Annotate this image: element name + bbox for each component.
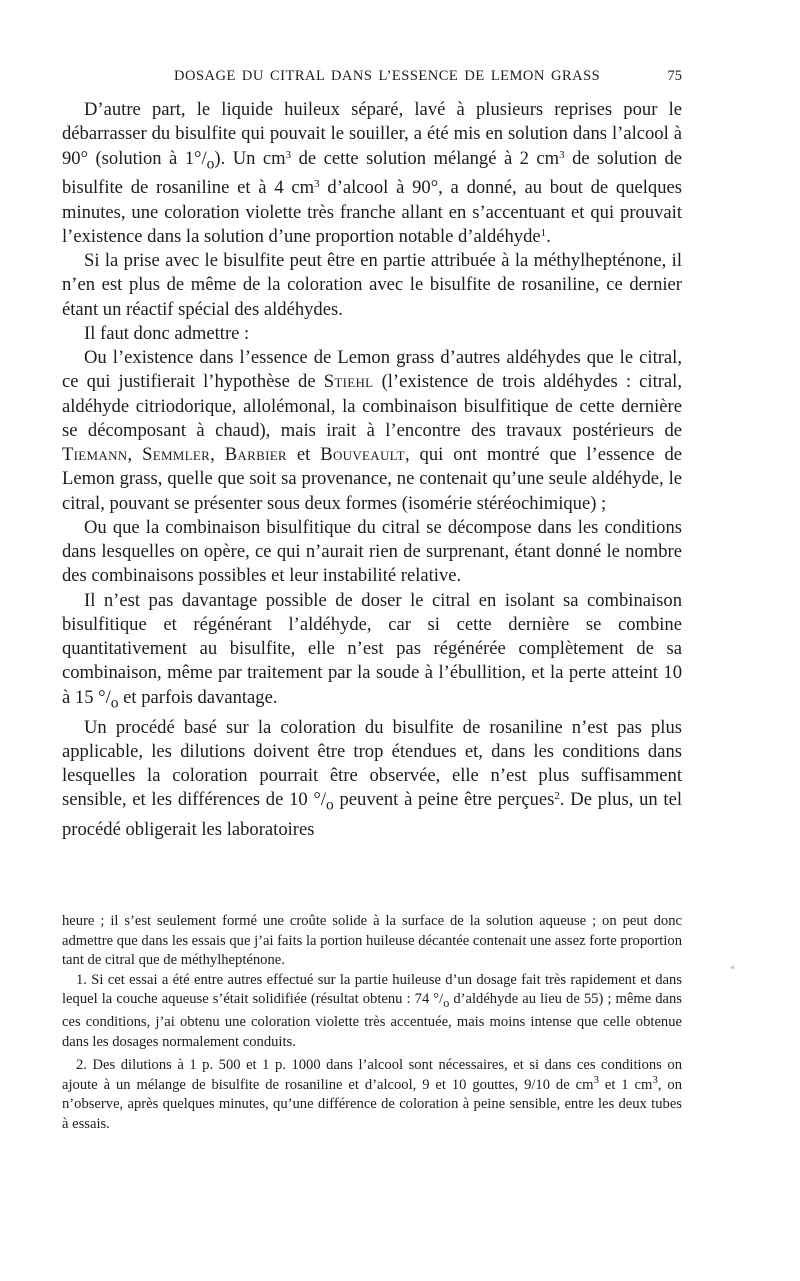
author-tiemann: Tiemann	[62, 444, 128, 466]
running-head	[62, 68, 682, 90]
author-stiehl: Stiehl	[323, 371, 374, 393]
paragraph-5: Ou que la combinaison bisulfitique du citral se décompose dans les conditions dans lesquelles on opère, ce qui n’aurait rien de surprenant, étant donné le nombre des combinaisons possibles et leur instabilité relative.	[62, 516, 682, 587]
author-barbier: Barbier	[224, 444, 287, 466]
paragraph-6: Il n’est pas davantage possible de doser le citral en isolant sa combinaison bisulfitique et régénérant l’aldéhyde, car si cette dernière se combine quantitativement au bisulfite, elle n’est pas régénérée complètement de sa combinaison, même par traitement par la soude à l’ébullition, et la perte atteint 10 à 15 $^\circ/_o$ et parfois davantage.	[62, 589, 682, 712]
page-number: 75	[667, 68, 682, 84]
margin-mark: «	[730, 962, 735, 973]
paragraph-4: Ou l’existence dans l’essence de Lemon grass d’autres aldéhydes que le citral, ce qui justifierait l’hypothèse de Stiehl (l’existence de trois aldéhydes : citral, aldéhyde citriodorique, allolémonal, la combinaison bisulfitique de cette dernière se décomposant à chaud), mais irait à l’encontre des travaux postérieurs de Tiemann, Semmler, Barbier et Bouveault, qui ont montré que l’essence de Lemon grass, quelle que soit sa provenance, ne contenait qu’une seule aldéhyde, le citral, pouvant se présenter sous deux formes (isomérie stéréochimique) ;	[62, 347, 683, 514]
paragraph-7: Un procédé basé sur la coloration du bisulfite de rosaniline n’est pas plus applicable, les dilutions doivent être trop étendues et, dans les conditions dans lesquelles la coloration pourrait être observée, elle n’est plus suffisamment sensible, et les différences de 10 $^\circ/_o$ peuvent à peine être perçues$^2$. De plus, un tel procédé obligerait les laboratoires	[62, 716, 682, 841]
footnote-continued: heure ; il s’est seulement formé une croûte solide à la surface de la solution aqueuse ; on peut donc admettre que dans les essais que j’ai faits la portion huileuse décantée contenait une assez forte proportion tant de citral que de méthylhepténone.	[62, 913, 683, 968]
paragraph-1: D’autre part, le liquide huileux séparé, lavé à plusieurs reprises pour le débarrasser du bisulfite qui pouvait le souiller, a été mis en solution dans l’alcool à 90° (solution à $1^\circ/_o$). Un $cm^3$ de cette solution mélangé à 2 $cm^3$ de solution de bisulfite de rosaniline et à 4 $cm^3$ d’alcool à 90°, a donné, au bout de quelques minutes, une coloration violette très franche allant en s’accentuant et qui prouvait l’existence dans la solution d’une proportion notable d’aldéhyde$^1$.	[62, 99, 683, 247]
footnote-2: 2. Des dilutions à 1 p. 500 et 1 p. 1000 dans l’alcool sont nécessaires, et si dans ces conditions on ajoute à un mélange de bisulfite de rosaniline et d’alcool, 9 et 10 gouttes, 9/10 de $cm^3$ et 1 $cm^3$, on n’observe, après quelques minutes, qu’une différence de coloration à peine sensible, entre les deux tubes à essais.	[62, 1057, 683, 1132]
author-semmler: Semmler	[142, 444, 211, 466]
footnotes	[62, 912, 682, 1134]
main-text	[62, 98, 682, 843]
author-bouveault: Bouveault	[320, 444, 405, 466]
paragraph-2: Si la prise avec le bisulfite peut être en partie attribuée à la méthylhepténone, il n’en est plus de même de la coloration avec le bisulfite de rosaniline, ce dernier étant un réactif spécial des aldéhydes.	[62, 250, 682, 320]
paragraph-3: Il faut donc admettre :	[84, 322, 250, 344]
book-page	[62, 0, 735, 1281]
footnote-1: 1. Si cet essai a été entre autres effectué sur la partie huileuse d’un dosage fait très rapidement et dans lequel la couche aqueuse s’était solidifiée (résultat obtenu : 74 $^\circ/_o$ d’aldéhyde au lieu de 55) ; même dans ces conditions, j’ai obtenu une coloration violette très accentuée, mais moins intense que celle obtenue dans les dosages normalement conduits.	[62, 971, 682, 1050]
running-title: DOSAGE DU CITRAL DANS L’ESSENCE DE LEMON GRASS	[174, 68, 601, 84]
footnote-ref-1[interactable]: 1	[540, 226, 547, 239]
footnote-ref-2[interactable]: 2	[554, 790, 560, 803]
